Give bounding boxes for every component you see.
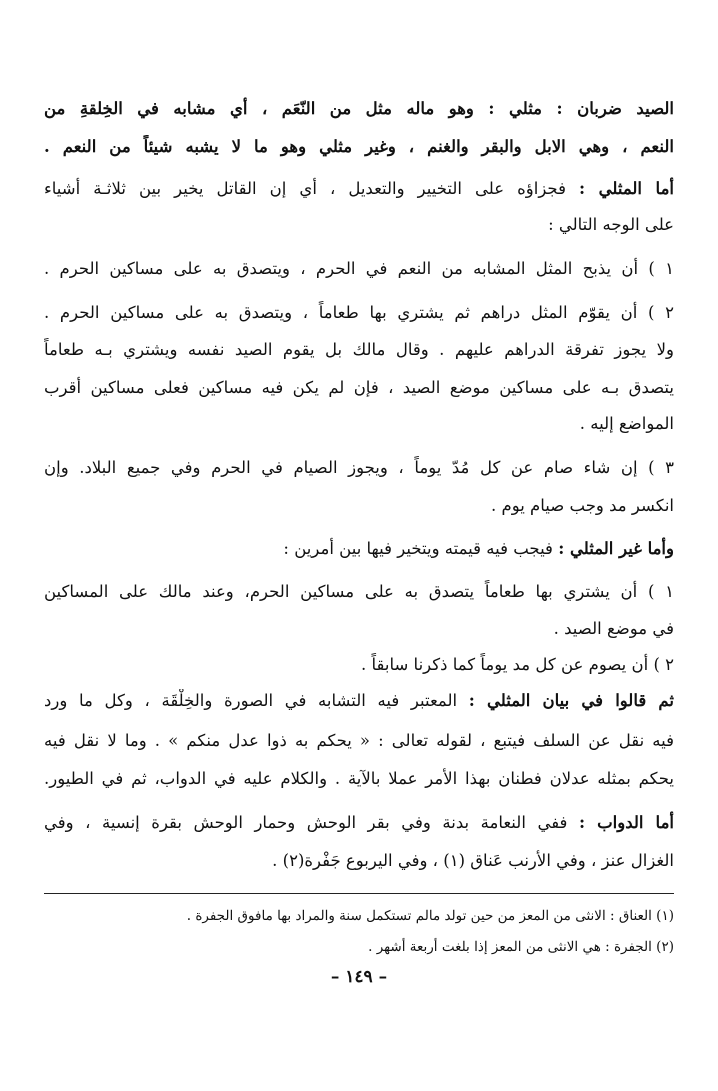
text-line: يتصدق بـه على مساكين موضع الصيد ، فإن لم يكن فيه مساكين فعلى مساكين أقرب — [44, 378, 674, 397]
list-item: ١ ) أن يشتري بها طعاماً يتصدق به على مساكين الحرم، وعند مالك على المساكين — [44, 582, 674, 601]
footnote: (٢) الجفرة : هي الانثى من المعز إذا بلغت أربعة أشهر . — [368, 939, 674, 955]
text-line — [44, 689, 674, 713]
text-line: فيه نقل عن السلف فيتبع ، لقوله تعالى : « يحكم به ذوا عدل منكم » . وما لا نقل فيه — [44, 731, 674, 750]
text-line: الصيد ضربان : مثلي : وهو ماله مثل من النّعَم ، أي مشابه في الخِلقةِ من — [44, 99, 674, 118]
text-line: يحكم بمثله عدلان فطنان بهذا الأمر عملا بالآية . والكلام عليه في الدواب، ثم في الطيور. — [44, 769, 674, 788]
section-heading: أما المثلي : — [579, 179, 674, 198]
text-line — [44, 177, 674, 201]
text-line: على الوجه التالي : — [548, 215, 674, 234]
section-heading: أما الدواب : — [579, 813, 674, 832]
text-span: فجزاؤه على التخيير والتعديل ، أي إن القاتل يخير بين ثلاثـة أشياء — [44, 179, 580, 198]
list-item: ٣ ) إن شاء صام عن كل مُدّ يوماً ، ويجوز الصيام في الحرم وفي جميع البلاد. وإن — [44, 458, 674, 477]
text-line — [44, 537, 674, 561]
text-span: فيجب فيه قيمته ويتخير فيها بين أمرين : — [283, 539, 559, 558]
text-line: النعم ، وهي الابل والبقر والغنم ، وغير مثلي وهو ما لا يشبه شيئاً من النعم . — [44, 137, 674, 156]
text-span: المعتبر فيه التشابه في الصورة والخِلْقَة ، وكل ما ورد — [44, 691, 469, 710]
section-heading: ثم قالوا في بيان المثلي : — [468, 691, 674, 710]
footnote-divider — [44, 893, 674, 894]
page-number: – ١٤٩ – — [330, 967, 388, 987]
text-span: ففي النعامة بدنة وفي بقر الوحش وحمار الوحش بقرة إنسية ، وفي — [44, 813, 579, 832]
list-item: ١ ) أن يذبح المثل المشابه من النعم في الحرم ، ويتصدق به على مساكين الحرم . — [44, 259, 674, 278]
text-line: المواضع إليه . — [579, 414, 674, 433]
section-heading: وأما غير المثلي : — [558, 539, 674, 558]
list-item: ٢ ) أن يقوّم المثل دراهم ثم يشتري بها طعاماً ، ويتصدق به على مساكين الحرم . — [44, 303, 674, 322]
text-line: ولا يجوز تفرقة الدراهم عليهم . وقال مالك بل يقوم الصيد نفسه ويشتري بـه طعاماً — [44, 340, 674, 359]
text-line — [44, 811, 674, 835]
text-line: انكسر مد وجب صيام يوم . — [490, 496, 674, 515]
footnote: (١) العناق : الانثى من المعز من حين تولد مالم تستكمل سنة والمراد بها مافوق الجفرة . — [186, 908, 674, 924]
text-line: في موضع الصيد . — [553, 619, 674, 638]
list-item: ٢ ) أن يصوم عن كل مد يوماً كما ذكرنا سابقاً . — [361, 655, 674, 674]
text-line: الغزال عنز ، وفي الأرنب عَناق (١) ، وفي اليربوع جَفْرة(٢) . — [272, 851, 674, 870]
